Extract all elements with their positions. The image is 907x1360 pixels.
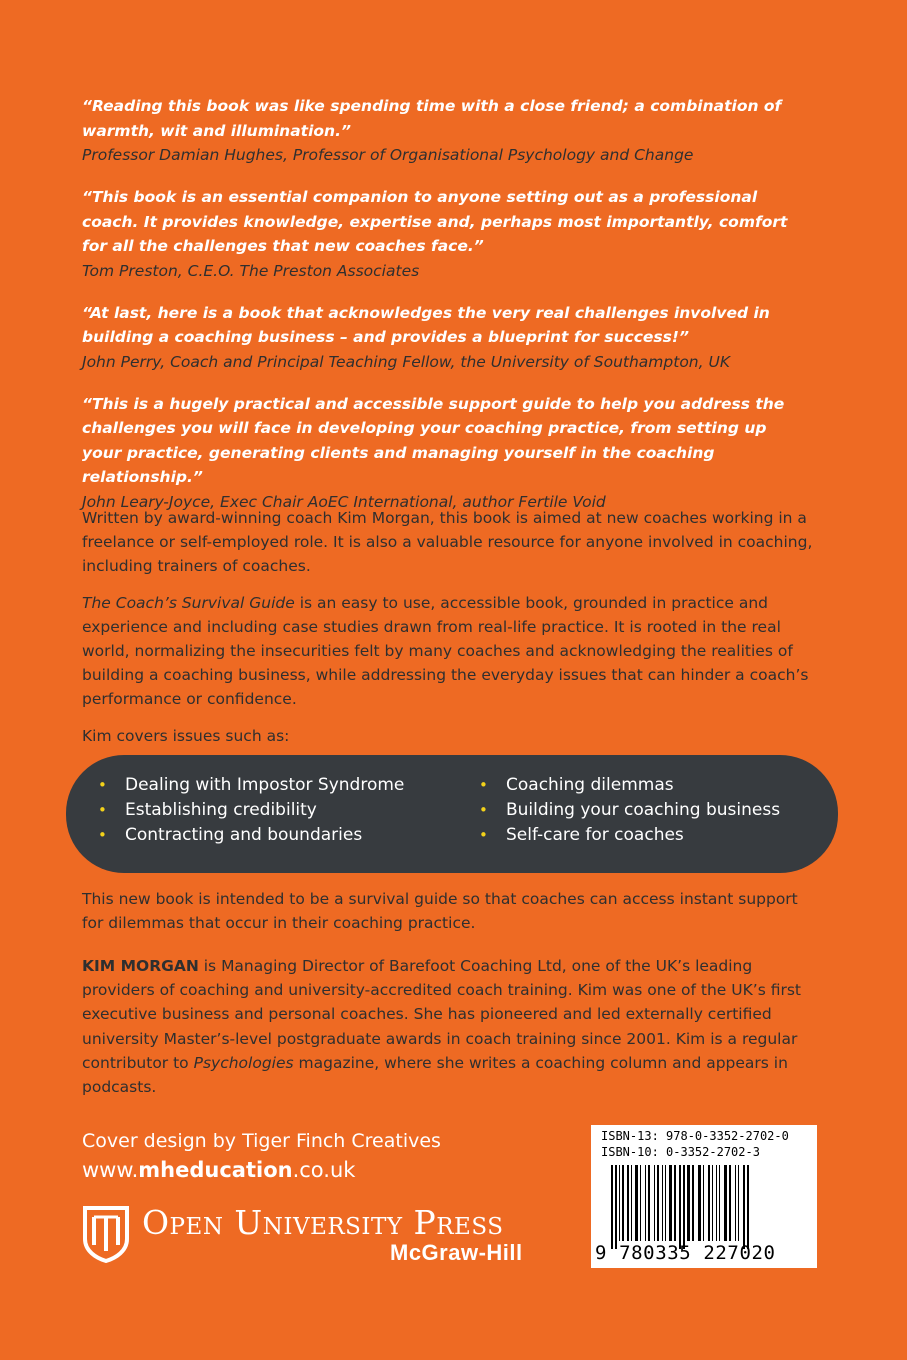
closing-paragraph: This new book is intended to be a survival guide so that coaches can access instant support for dilemmas that occur in their coaching practice. bbox=[82, 890, 798, 933]
barcode-bar bbox=[703, 1165, 704, 1241]
barcode-bar bbox=[687, 1165, 690, 1241]
quote-text: “At last, here is a book that acknowledges the very real challenges involved in building a coaching business – and provides a blueprint for success!” bbox=[82, 303, 770, 346]
barcode-bar bbox=[611, 1165, 613, 1249]
list-item: • Self-care for coaches bbox=[479, 823, 780, 848]
barcode-bar bbox=[669, 1165, 672, 1241]
isbn-10: ISBN-10: 0-3352-2702-3 bbox=[601, 1145, 760, 1159]
list-item: • Dealing with Impostor Syndrome bbox=[98, 773, 404, 798]
issues-intro: Kim covers issues such as: bbox=[82, 726, 290, 745]
barcode-bar bbox=[622, 1165, 624, 1241]
quote-attribution: John Leary-Joyce, Exec Chair AoEC International, author Fertile Void bbox=[82, 492, 606, 511]
barcode-bar bbox=[683, 1165, 685, 1249]
barcode-bar bbox=[708, 1165, 710, 1241]
bullet-icon: • bbox=[479, 776, 488, 794]
issues-box bbox=[66, 755, 838, 873]
barcode-bar bbox=[657, 1165, 659, 1241]
barcode-bar bbox=[674, 1165, 676, 1241]
list-item: • Coaching dilemmas bbox=[479, 773, 780, 798]
barcode-bar bbox=[654, 1165, 655, 1241]
testimonial bbox=[82, 392, 802, 514]
barcode-bar bbox=[743, 1165, 745, 1249]
barcode-bar bbox=[627, 1165, 629, 1241]
list-item: • Building your coaching business bbox=[479, 798, 780, 823]
testimonials bbox=[82, 94, 802, 532]
quote-text: “This book is an essential companion to anyone setting out as a professional coach. It provides knowledge, expertise and, perhaps most importantly, comfort for all the challenges that new coaches face.” bbox=[82, 188, 788, 255]
bullet-icon: • bbox=[479, 801, 488, 819]
isbn-13: ISBN-13: 978-0-3352-2702-0 bbox=[601, 1129, 789, 1143]
shield-logo-icon bbox=[82, 1205, 130, 1263]
quote-attribution: Professor Damian Hughes, Professor of Organisational Psychology and Change bbox=[82, 146, 694, 164]
barcode-bar bbox=[712, 1165, 713, 1241]
bullet-icon: • bbox=[98, 826, 107, 844]
website-link[interactable]: www.mheducation.co.uk bbox=[82, 1158, 356, 1182]
publisher-imprint: McGraw-Hill bbox=[390, 1240, 523, 1265]
barcode-bar bbox=[645, 1165, 646, 1241]
barcode-bar bbox=[729, 1165, 731, 1241]
cover-credit: Cover design by Tiger Finch Creatives bbox=[82, 1130, 441, 1152]
barcode-bar bbox=[619, 1165, 620, 1241]
description-paragraph: The Coach’s Survival Guide is an easy to use, accessible book, grounded in practice and experience and including case studies drawn from real-life practice. It is rooted in the real world, normalizing the insecurities felt by many coaches and acknowledging the realities of building a coaching business, while addressing the everyday issues that can hinder a coach’s performance or confidence. bbox=[82, 593, 809, 709]
barcode-digits: 9 780335 227020 bbox=[595, 1242, 776, 1264]
barcode-bar bbox=[615, 1165, 617, 1249]
barcode-bar bbox=[747, 1165, 749, 1249]
barcode-bar bbox=[698, 1165, 701, 1241]
author-bio: KIM MORGAN is Managing Director of Barefoot Coaching Ltd, one of the UK’s leading providers of coaching and university-accredited coach training. Kim was one of the UK’s first executive business and personal coaches. She has pioneered and led externally certified university Master’s-level postgraduate awards in coach training since 2001. Kim is a regular contributor to Psychologies magazine, where she writes a coaching column and appears in podcasts. bbox=[82, 957, 801, 1097]
quote-attribution: Tom Preston, C.E.O. The Preston Associates bbox=[82, 261, 420, 280]
barcode-bar bbox=[679, 1165, 681, 1249]
quote-text: “Reading this book was like spending time with a close friend; a combination of warmth, wit and illumination.” bbox=[82, 97, 782, 140]
publisher-name: Open University Press bbox=[142, 1203, 504, 1242]
quote-attribution: John Perry, Coach and Principal Teaching Fellow, the University of Southampton, UK bbox=[82, 352, 730, 371]
bullet-icon: • bbox=[479, 826, 488, 844]
barcode-bar bbox=[735, 1165, 736, 1241]
testimonial bbox=[82, 94, 802, 167]
barcode-bar bbox=[631, 1165, 632, 1241]
testimonial bbox=[82, 301, 802, 374]
bullet-icon: • bbox=[98, 776, 107, 794]
barcode-bar bbox=[692, 1165, 694, 1241]
barcode-bar bbox=[648, 1165, 650, 1241]
isbn-barcode bbox=[591, 1125, 817, 1268]
book-title: The Coach’s Survival Guide bbox=[82, 593, 295, 612]
barcode-bar bbox=[716, 1165, 717, 1241]
author-name: KIM MORGAN bbox=[82, 957, 199, 975]
list-item: • Contracting and boundaries bbox=[98, 823, 404, 848]
blurb bbox=[82, 506, 822, 760]
barcode-bar bbox=[640, 1165, 641, 1241]
barcode-bar bbox=[738, 1165, 739, 1241]
bullet-icon: • bbox=[98, 801, 107, 819]
barcode-bar bbox=[635, 1165, 638, 1241]
quote-text: “This is a hugely practical and accessible support guide to help you address the challenges you will face in developing your coaching practice, from setting up your practice, generating clients and managing yourself in the coaching relationship.” bbox=[82, 394, 785, 486]
barcode-bar bbox=[665, 1165, 666, 1241]
magazine-name: Psychologies bbox=[193, 1053, 294, 1072]
issues-list-left bbox=[98, 773, 404, 848]
intro-paragraph: Written by award-winning coach Kim Morgan, this book is aimed at new coaches working in a freelance or self-employed role. It is also a valuable resource for anyone involved in coaching, including trainers of coaches. bbox=[82, 509, 813, 576]
issues-list-right bbox=[479, 773, 780, 848]
barcode-bar bbox=[724, 1165, 727, 1241]
barcode-bar bbox=[719, 1165, 720, 1241]
testimonial bbox=[82, 185, 802, 283]
list-item: • Establishing credibility bbox=[98, 798, 404, 823]
barcode-bar bbox=[662, 1165, 663, 1241]
